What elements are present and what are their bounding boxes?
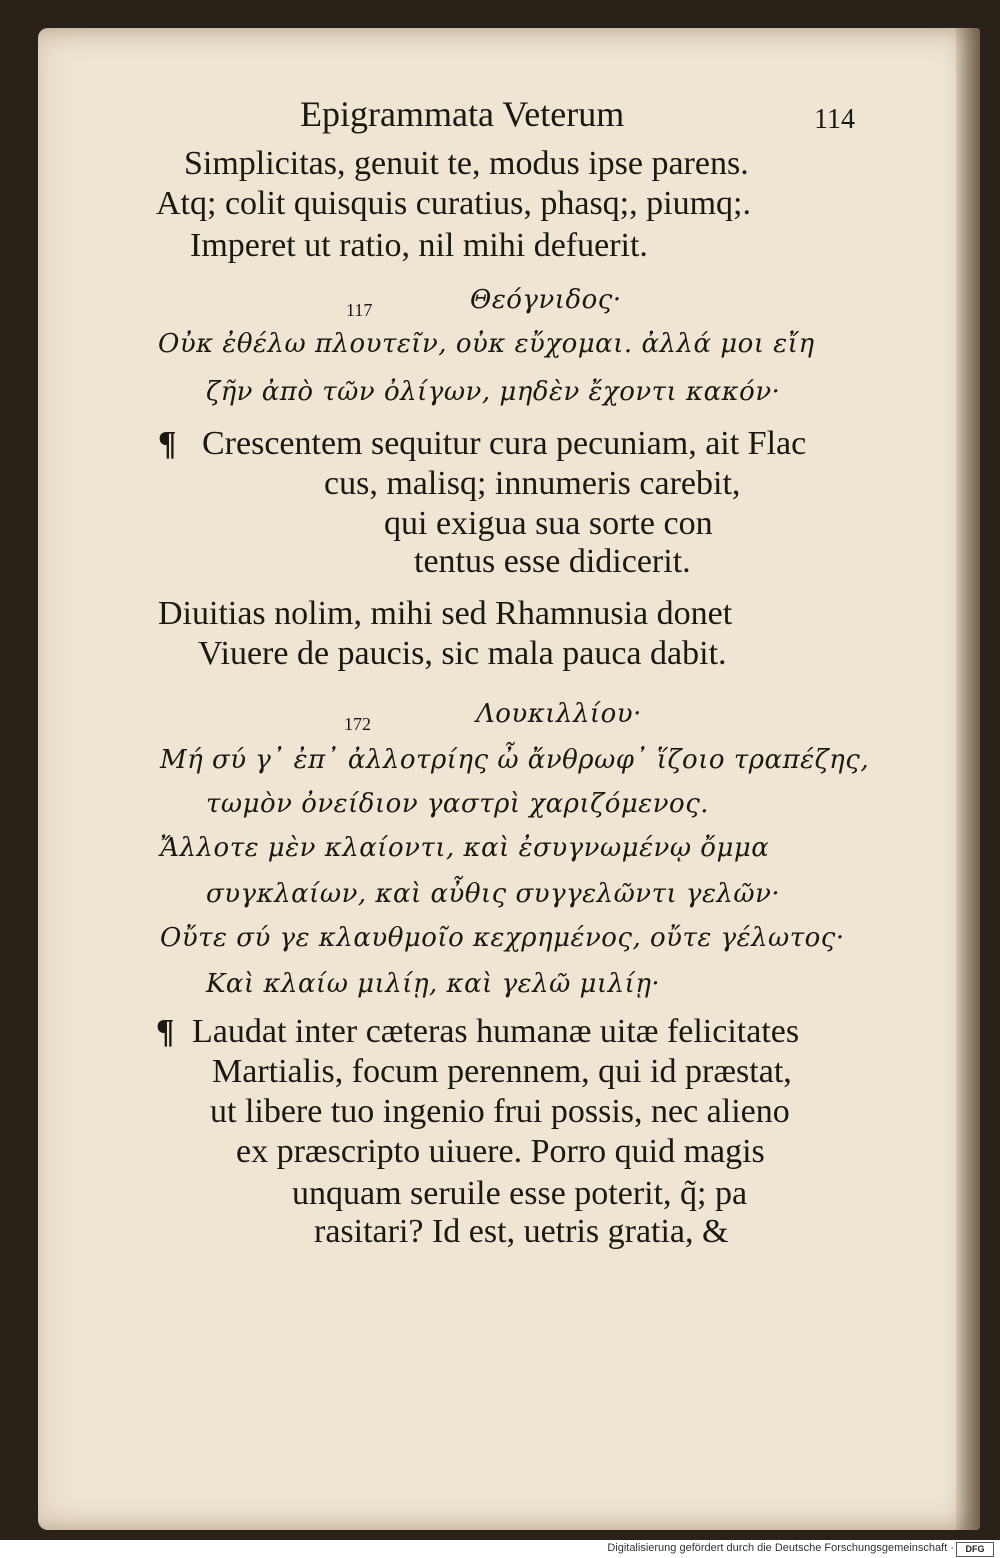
text-line: ex præscripto uiuere. Porro quid magis — [236, 1133, 765, 1170]
page-spine-shadow — [956, 28, 980, 1530]
greek-line: Οὔτε σύ γε κλαυθμοῖο κεχρημένος, οὔτε γέλωτος· — [160, 923, 845, 953]
text-line: qui exigua sua sorte con — [384, 505, 713, 542]
running-title: Epigrammata Veterum — [300, 94, 625, 134]
funding-notice: Digitalisierung gefördert durch die Deutsche Forschungsgemeinschaft · — [607, 1542, 954, 1554]
text-line: Diuitias nolim, mihi sed Rhamnusia donet — [158, 595, 733, 632]
text-line: Martialis, focum perennem, qui id præstat, — [212, 1053, 792, 1090]
page-number: 114 — [814, 104, 855, 135]
greek-line: ζῆν ἀπὸ τῶν ὀλίγων, μηδὲν ἔχοντι κακόν· — [206, 377, 781, 407]
greek-line: Μή σύ γ᾽ ἐπ᾽ ἀλλοτρίης ὦ ἄνθρωφ᾽ ἵζοιο τραπέζης, — [160, 745, 870, 775]
greek-line: Ἄλλοτε μὲν κλαίοντι, καὶ ἐσυγνωμένῳ ὄμμα — [160, 833, 770, 863]
text-line: Crescentem sequitur cura pecuniam, ait Flac — [202, 425, 807, 462]
greek-line: Οὐκ ἐθέλω πλουτεῖν, οὐκ εὔχομαι. ἀλλά μοι εἴη — [158, 329, 815, 359]
book-page — [38, 28, 980, 1530]
text-line: tentus esse didicerit. — [414, 543, 691, 580]
text-line: Laudat inter cæteras humanæ uitæ felicitates — [192, 1013, 800, 1050]
text-line: ut libere tuo ingenio frui possis, nec alieno — [210, 1093, 790, 1130]
pilcrow-mark: ¶ — [156, 1013, 175, 1050]
epigram-heading: Θεόγνιδος· — [470, 285, 622, 315]
text-line: Simplicitas, genuit te, modus ipse parens. — [184, 145, 749, 182]
text-line: Imperet ut ratio, nil mihi defuerit. — [190, 227, 648, 264]
greek-line: τωμὸν ὀνείδιον γαστρὶ χαριζόμενος. — [206, 789, 710, 819]
digitization-footer — [0, 1540, 1000, 1558]
greek-line: συγκλαίων, καὶ αὖθις συγγελῶντι γελῶν· — [206, 879, 781, 909]
pilcrow-mark: ¶ — [158, 425, 177, 462]
text-line: cus, malisq; innumeris carebit, — [324, 465, 741, 502]
greek-line: Καὶ κλαίω μιλίῃ, καὶ γελῶ μιλίῃ· — [206, 969, 661, 999]
epigram-number: 172 — [344, 714, 371, 734]
text-line: unquam seruile esse poterit, q̃; pa — [292, 1175, 748, 1212]
epigram-number: 117 — [346, 300, 373, 320]
text-line: Atq; colit quisquis curatius, phasq;, piumq;. — [156, 185, 751, 222]
dfg-logo-icon: DFG — [956, 1542, 994, 1557]
text-line: rasitari? Id est, uetris gratia, & — [314, 1213, 729, 1250]
text-line: Viuere de paucis, sic mala pauca dabit. — [198, 635, 727, 672]
epigram-heading: Λουκιλλίου· — [476, 699, 642, 729]
